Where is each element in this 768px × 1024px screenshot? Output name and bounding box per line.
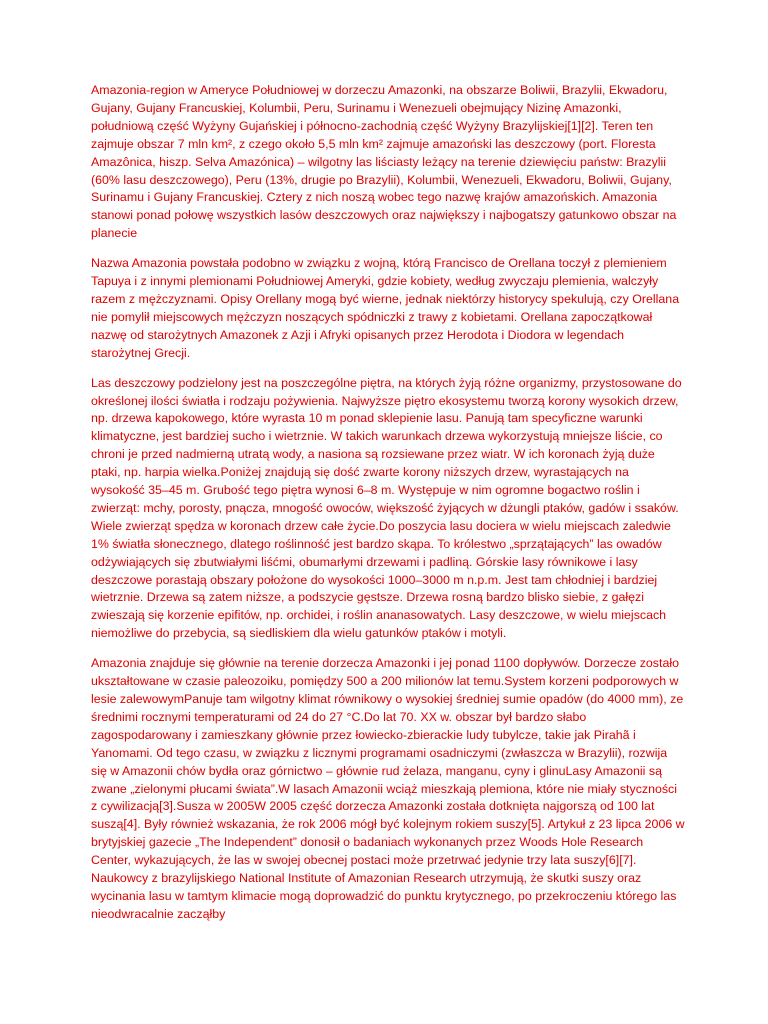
document-body — [91, 82, 686, 936]
paragraph-name-origin: Nazwa Amazonia powstała podobno w związku z wojną, którą Francisco de Orellana toczył z plemieniem Tapuya i z innymi plemionami Południowej Ameryki, gdzie kobiety, według zwyczaju plemienia, walczyły razem z mężczyznami. Opisy Orellany mogą być wierne, jednak niektórzy historycy spekulują, czy Orellana nie pomylił miejscowych mężczyzn noszących spódniczki z trawy z kobietami. Orellana zapoczątkował nazwę od starożytnych Amazonek z Azji i Afryki opisanych przez Herodota i Diodora w legendach starożytnej Grecji. — [91, 256, 680, 360]
paragraph-intro: Amazonia-region w Ameryce Południowej w dorzeczu Amazonki, na obszarze Boliwii, Brazylii, Ekwadoru, Gujany, Gujany Francuskiej, Kolumbii, Peru, Surinamu i Wenezueli obejmujący Nizinę Amazonki, południową część Wyżyny Gujańskiej i północno-zachodnią część Wyżyny Brazylijskiej[1][2]. Teren ten zajmuje obszar 7 mln km², z czego około 5,5 mln km² zajmuje amazoński las deszczowy (port. Floresta Amazônica, hiszp. Selva Amazónica) – wilgotny las liściasty leżący na terenie dziewięciu państw: Brazylii (60% lasu deszczowego), Peru (13%, drugie po Brazylii), Kolumbii, Wenezueli, Ekwadoru, Boliwii, Gujany, Surinamu i Gujany Francuskiej. Cztery z nich noszą wobec tego nazwę krajów amazońskich. Amazonia stanowi ponad połowę wszystkich lasów deszczowych oraz największy i najbogatszy gatunkowo obszar na planecie — [91, 83, 677, 241]
paragraph-forest-layers: Las deszczowy podzielony jest na poszczególne piętra, na których żyją różne organizmy, przystosowane do określonej ilości światła i rodzaju pożywienia. Najwyższe piętro ekosystemu tworzą korony wysokich drzew, np. drzewa kapokowego, które wyrasta 10 m ponad sklepienie lasu. Panują tam specyficzne warunki klimatyczne, jest bardziej sucho i wietrznie. W takich warunkach drzewa wykorzystują mniejsze liście, co chroni je przed nadmierną utratą wody, a nasiona są rozsiewane przez wiatr. W ich koronach żyją duże ptaki, np. harpia wielka.Poniżej znajdują się dość zwarte korony niższych drzew, wyrastających na wysokość 35–45 m. Grubość tego piętra wynosi 6–8 m. Występuje w nim ogromne bogactwo roślin i zwierząt: mchy, porosty, pnącza, mnogość owoców, większość żyjących w dżungli ptaków, gadów i ssaków. Wiele zwierząt spędza w koronach drzew całe życie.Do poszycia lasu dociera w wielu miejscach zaledwie 1% światła słonecznego, dlatego roślinność jest bardzo skąpa. To królestwo „sprzątających” las owadów odżywiających się zbutwiałymi liśćmi, obumarłymi drzewami i padliną. Górskie lasy równikowe i lasy deszczowe porastają obszary położone do wysokości 1000–3000 m n.p.m. Jest tam chłodniej i bardziej wietrznie. Drzewa są zatem niższe, a podszycie gęstsze. Drzewa rosną bardzo blisko siebie, z gałęzi zwieszają się korzenie epifitów, np. orchidei, i roślin ananasowatych. Lasy deszczowe, w wielu miejscach niemożliwe do przebycia, są siedliskiem dla wielu gatunków ptaków i motyli. — [91, 375, 682, 641]
paragraph-geography-drought: Amazonia znajduje się głównie na terenie dorzecza Amazonki i jej ponad 1100 dopływów. Dorzecze zostało ukształtowane w czasie paleozoiku, pomiędzy 500 a 200 milionów lat temu.System korzeni podporowych w lesie zalewowymPanuje tam wilgotny klimat równikowy o wysokiej średniej sumie opadów (do 4000 mm), ze średnimi rocznymi temperaturami od 24 do 27 °C.Do lat 70. XX w. obszar był bardzo słabo zagospodarowany i zamieszkany głównie przez łowiecko-zbierackie ludy tubylcze, takie jak Pirahã i Yanomami. Od tego czasu, w związku z licznymi programami osadniczymi (zwłaszcza w Brazylii), rozwija się w Amazonii chów bydła oraz górnictwo – głównie rud żelaza, manganu, cyny i glinuLasy Amazonii są zwane „zielonymi płucami świata”.W lasach Amazonii wciąż mieszkają plemiona, które nie miały styczności z cywilizacją[3].Susza w 2005W 2005 część dorzecza Amazonki została dotknięta najgorszą od 100 lat suszą[4]. Były również wskazania, że rok 2006 mógł być kolejnym rokiem suszy[5]. Artykuł z 23 lipca 2006 w brytyjskiej gazecie „The Independent” donosił o badaniach wykonanych przez Woods Hole Research Center, wykazujących, że las w swojej obecnej postaci może przetrwać jedynie trzy lata suszy[6][7]. Naukowcy z brazylijskiego National Institute of Amazonian Research utrzymują, że skutki suszy oraz wycinania lasu w tamtym klimacie mogą doprowadzić do punktu krytycznego, po przekroczeniu którego las nieodwracalnie zacząłby — [91, 656, 685, 921]
